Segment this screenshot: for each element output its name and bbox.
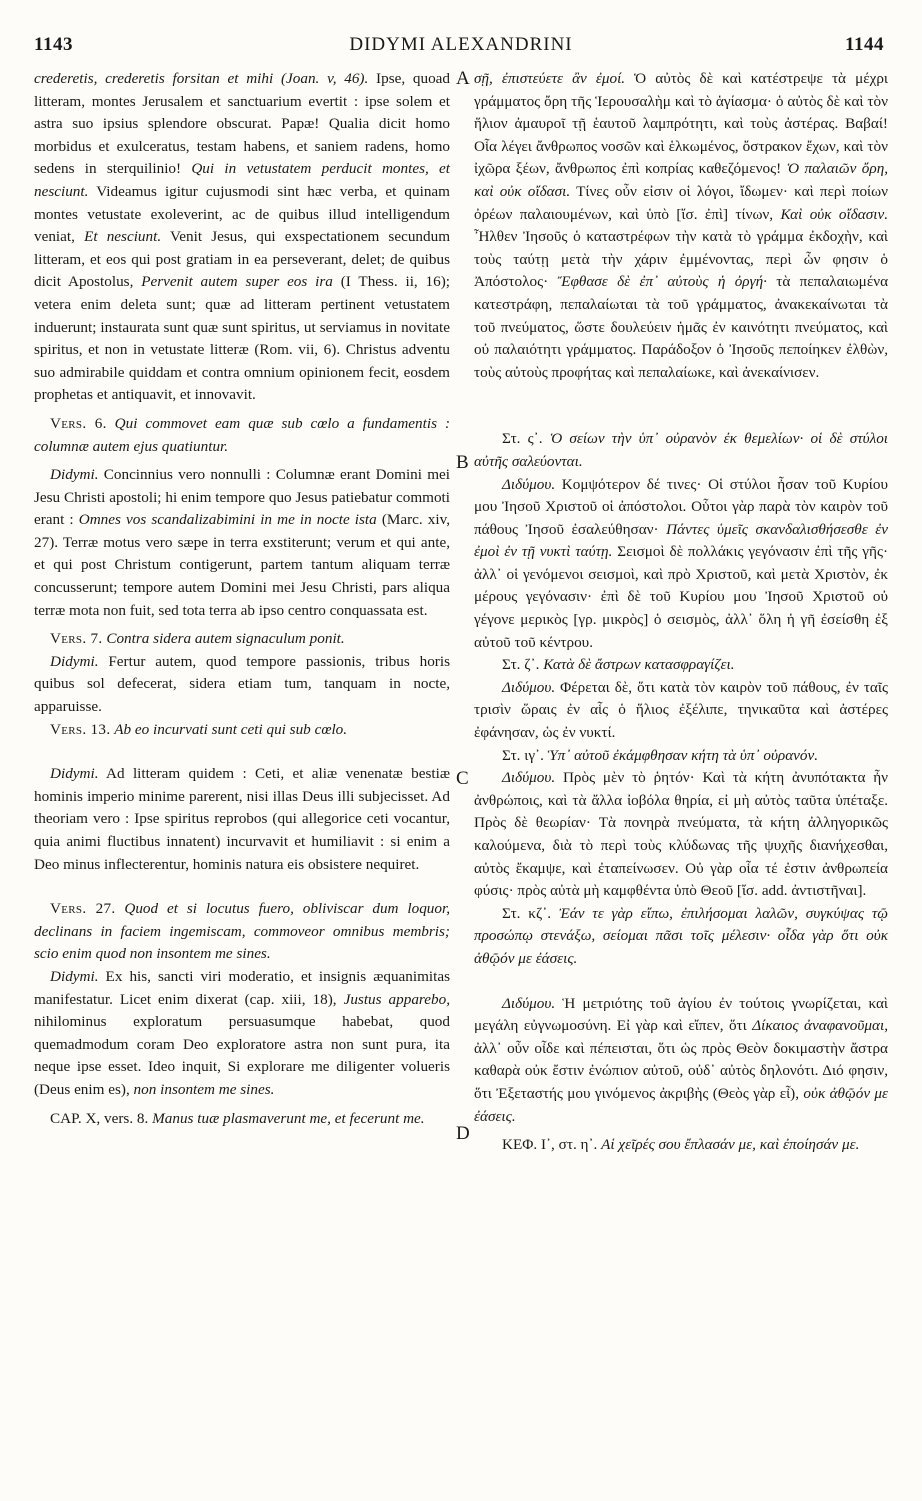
- chapter-label: ΚΕΦ. Ι᾽, στ. η᾽.: [502, 1136, 598, 1154]
- latin-verse-6: [34, 413, 450, 458]
- commentary-label: Διδύμου.: [502, 994, 556, 1012]
- verse-text: Κατὰ δὲ ἄστρων κατασφραγίζει.: [543, 656, 735, 674]
- commentary-label: Didymi.: [50, 466, 99, 484]
- latin-text: Ex his, sancti viri moderatio, et insignis æquanimitas manifestatur. Licet enim dixerat (cap. xiii, 18),: [34, 967, 450, 1008]
- greek-text: Ἡ μετριότης τοῦ ἁγίου ἐν τούτοις γνωρίζεται, καὶ μεγάλη εὐγνωμοσύνη. Εἰ γὰρ καὶ εἴπεν, ὅτι: [474, 994, 889, 1035]
- greek-citation: Καὶ οὐκ οἴδασιν.: [780, 205, 889, 223]
- verse-text: Ὁ σείων τὴν ὑπ᾽ οὐρανὸν ἐκ θεμελίων· οἱ δὲ στύλοι αὐτῆς σαλεύονται.: [474, 430, 889, 470]
- latin-text: Ad litteram quidem : Ceti, et aliæ venenatæ bestiæ hominis imperio minime parerent, nisi illas Deus illi subjecisset. Ad theoriam vero : Ipse spiritus reprobos (qui allegorice ceti vocantur, quia animi fluctibus innatent) incurvavit et humiliavit : si enim a Deo minus inflecterentur, hominis natura eis obsistere nequiret.: [34, 765, 450, 873]
- verse-text: Quod et si locutus fuero, obliviscar dum loquor, declinans in faciem ingemiscam, commoveor omnibus membris; scio enim quod non insontem me sines.: [34, 900, 450, 963]
- margin-marker-b: B: [456, 452, 469, 473]
- greek-commentary-4: [474, 993, 888, 1129]
- greek-text: ἀλλ᾽ οὖν οἶδε καὶ πέπεισται, ὅτι ὡς πρὸς Θεὸν δοκιμαστὴν ἄστρα καθαρὰ οὐκ ἔστιν ἐνώπιον αὐτοῦ, οὐδ᾽ αὐτὸς δηλονότι. Διό φησιν, ὅτι Ἐξεταστής μου γινόμενος ἀκριβὴς (Θεὸς γὰρ εἶ),: [474, 1039, 888, 1102]
- greek-text: Φέρεται δὲ, ὅτι κατὰ τὸν καιρὸν τοῦ πάθους, ἐν ταῖς τρισὶν ὥραις ἐν αἷς ὁ ἥλιος ἐξέλιπε, τηνικαῦτα καὶ ἀστέρες ἐφάνησαν, ὡς ἐν νυκτί.: [474, 678, 888, 742]
- verse-label: Στ. ζ᾽.: [502, 656, 540, 674]
- verse-text: Manus tuæ plasmaverunt me, et fecerunt me.: [152, 1109, 425, 1127]
- commentary-label: Διδύμου.: [502, 769, 556, 787]
- latin-text: nihilominus exploratum persuasumque habebat, quod quemadmodum coram Deo exploratore astra non sunt pura, ita neque ipse esset. Ideo inquit, Si explorare me diligenter volueris (Deus enim es),: [34, 1013, 450, 1098]
- latin-citation: Qui in vetustatem perducit montes, et nesciunt.: [34, 160, 451, 200]
- latin-text: Videamus igitur cujusmodi sint hæc verba, et quinam montes vetustate exoleverint, ac de quibus illud intelligendum veniat,: [34, 182, 450, 246]
- commentary-label: Didymi.: [50, 765, 99, 783]
- latin-citation: Omnes vos scandalizabimini in me in nocte ista: [78, 511, 377, 529]
- greek-commentary-2: [474, 677, 888, 745]
- verse-label: Στ. ς᾽.: [502, 430, 543, 448]
- greek-verse-6: [474, 428, 888, 473]
- greek-citation: Δίκαιος ἀναφανοῦμαι,: [752, 1017, 888, 1035]
- latin-text: Fertur autem, quod tempore passionis, tribus horis quibus sol defecerat, sidera etiam tum, tanquam in nocte, apparuisse.: [34, 652, 450, 716]
- verse-label: Vers. 27.: [50, 900, 116, 918]
- greek-text: Πρὸς μὲν τὸ ῥητόν· Καὶ τὰ κήτη ἀνυπότακτα ἦν ἀνθρώποις, καὶ τὰ ἄλλα ἰοβόλα θηρία, εἰ μὴ αὐτὸς ταῦτα ὑπέταξε. Πρὸς δὲ θεωρίαν· Τὰ πονηρὰ πνεύματα, τὰ κήτη ἀλληγορικῶς καλούμενα, διὰ τὸ περὶ τοὺς κλύδωνας τῆς ψυχῆς διανήχεσθαι, αὐτὸς ἔκαμψε, καὶ ἐταπείνωσεν. Οὐ γὰρ οἷα τέ ἐστιν ἀνθρωπεία φύσις· πρὸς αὐτὰ μὴ καμφθέντα ὑπὸ Θεοῦ [ἴσ. add. ἀντιστῆναι].: [474, 769, 889, 900]
- latin-commentary-2: [34, 651, 450, 719]
- latin-citation: Pervenit autem super eos ira: [141, 273, 333, 291]
- greek-text: τὰ πεπαλαιωμένα κατεστράφη, πεπαλαίωται τὰ τοῦ γράμματος, ἀνακεκαίνωται τὰ τοῦ πνεύματος, ὥστε δουλεύειν ἡμᾶς ἐν καινότητι πνεύματος, καὶ οὐ παλαιότητι γράμματος. Παράδοξον ὁ Ἰησοῦς πεποίηκεν ἐλθὼν, τοὺς αὐτοὺς προφήτας καὶ πεπαλαίωκε, καὶ ἀνεκαίνισεν.: [474, 273, 889, 381]
- verse-text: Qui commovet eam quæ sub cœlo a fundamentis : columnæ autem ejus quatiuntur.: [34, 414, 451, 455]
- latin-text: (Marc. xiv, 27). Terræ motus vero sæpe in terra exstiterunt; verum et qui ante, et qui post Christum contigerunt, partem tantum aliquam terræ concusserunt; tempore autem Domini mei Jesu Christi, pars aliqua terræ mota non fuit, sed tota terra ab ipso centro conquassata est.: [34, 511, 451, 619]
- greek-verse-7: [474, 654, 888, 677]
- latin-commentary-4: [34, 966, 450, 1102]
- greek-verse-13: [474, 745, 888, 768]
- greek-text: Ἦλθεν Ἰησοῦς ὁ καταστρέφων τὴν κατὰ τὸ γράμμα ἐκδοχὴν, καὶ τοὺς ταύτῃ μετὰ τὴν χάριν ἐμμένοντας, περὶ ὧν φησιν ὁ Ἀπόστολος·: [474, 228, 888, 291]
- latin-text: (I Thess. ii, 16); vetera enim deleta sunt; quæ ad litteram pertinent vetustatem induerunt; instaurata sunt quæ sunt spiritus, ut serviamus in novitate spiritus, et non in vetustate litteræ (Rom. vii, 6). Christus adventu suo admirabile quiddam et contra omnium opinionem fecit, eosdem prophetas et antiquavit, et innovavit.: [34, 273, 451, 404]
- greek-text: Σεισμοὶ δὲ πολλάκις γεγόνασιν ἐπὶ τῆς γῆς· ἀλλ᾽ οἱ γενόμενοι σεισμοὶ, καὶ πρὸ Χριστοῦ, καὶ μετὰ Χριστὸν, ἐκ μέρους γεγόνασιν· ἐπὶ δὲ τοῦ Κυρίου μου Ἰησοῦ Χριστοῦ οὐ γέγονε μερικὸς [γρ. μικρὸς] ὁ σεισμὸς, ἀλλ᾽ ὅλη ἡ γῆ ἐσείσθη ἐξ αὐτοῦ τοῦ κέντρου.: [474, 543, 889, 651]
- greek-chapter-heading: [474, 1134, 888, 1157]
- latin-citation: crederetis, crederetis forsitan et mihi (Joan. v, 46).: [34, 70, 369, 87]
- margin-marker-d: D: [456, 1123, 470, 1144]
- verse-label: Στ. κζ᾽.: [502, 904, 552, 922]
- margin-marker-a: A: [456, 68, 470, 89]
- commentary-label: Didymi.: [50, 652, 99, 670]
- chapter-label: CAP. X, vers. 8.: [50, 1109, 149, 1127]
- greek-citation: Ὁ παλαιῶν ὄρη, καὶ οὐκ οἴδασι.: [474, 160, 889, 200]
- latin-paragraph-intro: [34, 68, 450, 407]
- commentary-label: Διδύμου.: [502, 678, 556, 696]
- latin-text: Concinnius vero nonnulli : Columnæ erant Domini mei Jesu Christi apostoli; hi enim tempore quo Jesus patiebatur commoti erant :: [34, 466, 450, 529]
- latin-citation: Et nesciunt.: [84, 228, 162, 246]
- running-title: DIDYMI ALEXANDRINI: [349, 34, 573, 55]
- verse-text: Contra sidera autem signaculum ponit.: [106, 630, 345, 648]
- verse-label: Vers. 6.: [50, 414, 107, 432]
- latin-chapter-heading: [34, 1108, 450, 1131]
- greek-text: Τίνες οὖν εἰσιν οἱ λόγοι, ἴδωμεν· καὶ περὶ ποίων ὀρέων παλαιουμένων, καὶ ὑπὸ [ἴσ. ἐπὶ] τίνων,: [474, 182, 889, 223]
- latin-citation: non insontem me sines.: [133, 1080, 275, 1098]
- verse-label: Στ. ιγ᾽.: [502, 746, 544, 764]
- greek-citation: οὐκ ἀθῷόν με ἐάσεις.: [474, 1084, 889, 1125]
- latin-verse-13: [34, 719, 450, 742]
- page-header: [0, 0, 922, 60]
- verse-label: Vers. 13.: [50, 720, 111, 738]
- greek-citation: Ἔφθασε δὲ ἐπ᾽ αὐτοὺς ἡ ὀργή·: [557, 273, 767, 291]
- latin-verse-7: [34, 628, 450, 651]
- latin-text: Ipse, quoad litteram, montes Jerusalem et sanctuarium evertit : ipse solem et astra suo ipsius splendore obscurat. Papæ! Qualia dicit homo morbidus et exulceratus, testam habens, et saniem radens, homo sedens in sterquilinio!: [34, 70, 451, 178]
- greek-verse-27: [474, 903, 888, 971]
- latin-verse-27: [34, 898, 450, 966]
- verse-text: Ἐάν τε γὰρ εἴπω, ἐπιλήσομαι λαλῶν, συγκύψας τῷ προσώπῳ στενάξω, σείομαι πᾶσι τοῖς μέλεσιν· οἶδα γὰρ ὅτι οὐκ ἀθῷόν με ἐάσεις.: [474, 904, 889, 967]
- greek-text: Ὁ αὐτὸς δὲ καὶ κατέστρεψε τὰ μέχρι γράμματος ὄρη τῆς Ἱερουσαλὴμ καὶ τὸ ἁγίασμα· ὁ αὐτὸς δὲ καὶ τὸν ἥλιον ἀμαυροῖ τῇ ἑαυτοῦ λαμπρότητι, καὶ τοὺς ἀστέρας. Βαβαί! Οἷα λέγει ἄνθρωπος νοσῶν καὶ ἑλκωμένος, ὄστρακον ἔχων, καὶ τὸν ἰχῶρα ξέων, ἄνθρωπος ἐπὶ κοπρίας καθεζόμενος!: [474, 70, 889, 178]
- commentary-label: Διδύμου.: [502, 475, 556, 493]
- latin-column: [34, 68, 450, 1130]
- verse-text: Αἱ χεῖρές σου ἔπλασάν με, καὶ ἐποίησάν με.: [601, 1136, 860, 1154]
- commentary-label: Didymi.: [50, 967, 99, 985]
- greek-commentary-3: [474, 767, 888, 903]
- greek-commentary-1: [474, 474, 888, 655]
- latin-commentary-1: [34, 464, 450, 622]
- latin-text: Venit Jesus, qui exspectationem secundum litteram, et eos qui post gratiam in ea perseverant, delet; de quibus dicit Apostolus,: [34, 228, 451, 291]
- greek-text: Κομψότερον δέ τινες· Οἱ στύλοι ἦσαν τοῦ Κυρίου μου Ἰησοῦ Χριστοῦ οἱ ἀπόστολοι. Οὗτοι γὰρ παρὰ τὸν καιρὸν τοῦ πάθους Ἰησοῦ ἐσαλεύθησαν·: [474, 475, 888, 538]
- greek-citation: Πάντες ὑμεῖς σκανδαλισθήσεσθε ἐν ἐμοὶ ἐν τῇ νυκτὶ ταύτῃ.: [474, 520, 889, 561]
- greek-column: [474, 68, 888, 1157]
- latin-commentary-3: [34, 763, 450, 876]
- greek-citation: σῇ, ἐπιστεύετε ἂν ἐμοί.: [474, 70, 626, 87]
- verse-label: Vers. 7.: [50, 630, 103, 648]
- page-number-left: 1143: [34, 34, 73, 55]
- verse-text: Ὑπ᾽ αὐτοῦ ἐκάμφθησαν κήτη τὰ ὑπ᾽ οὐρανόν.: [547, 746, 819, 764]
- greek-paragraph-intro: [474, 68, 888, 384]
- latin-citation: Justus apparebo,: [343, 990, 451, 1008]
- margin-marker-c: C: [456, 768, 469, 789]
- page-number-right: 1144: [845, 34, 884, 55]
- verse-text: Ab eo incurvati sunt ceti qui sub cœlo.: [114, 720, 348, 738]
